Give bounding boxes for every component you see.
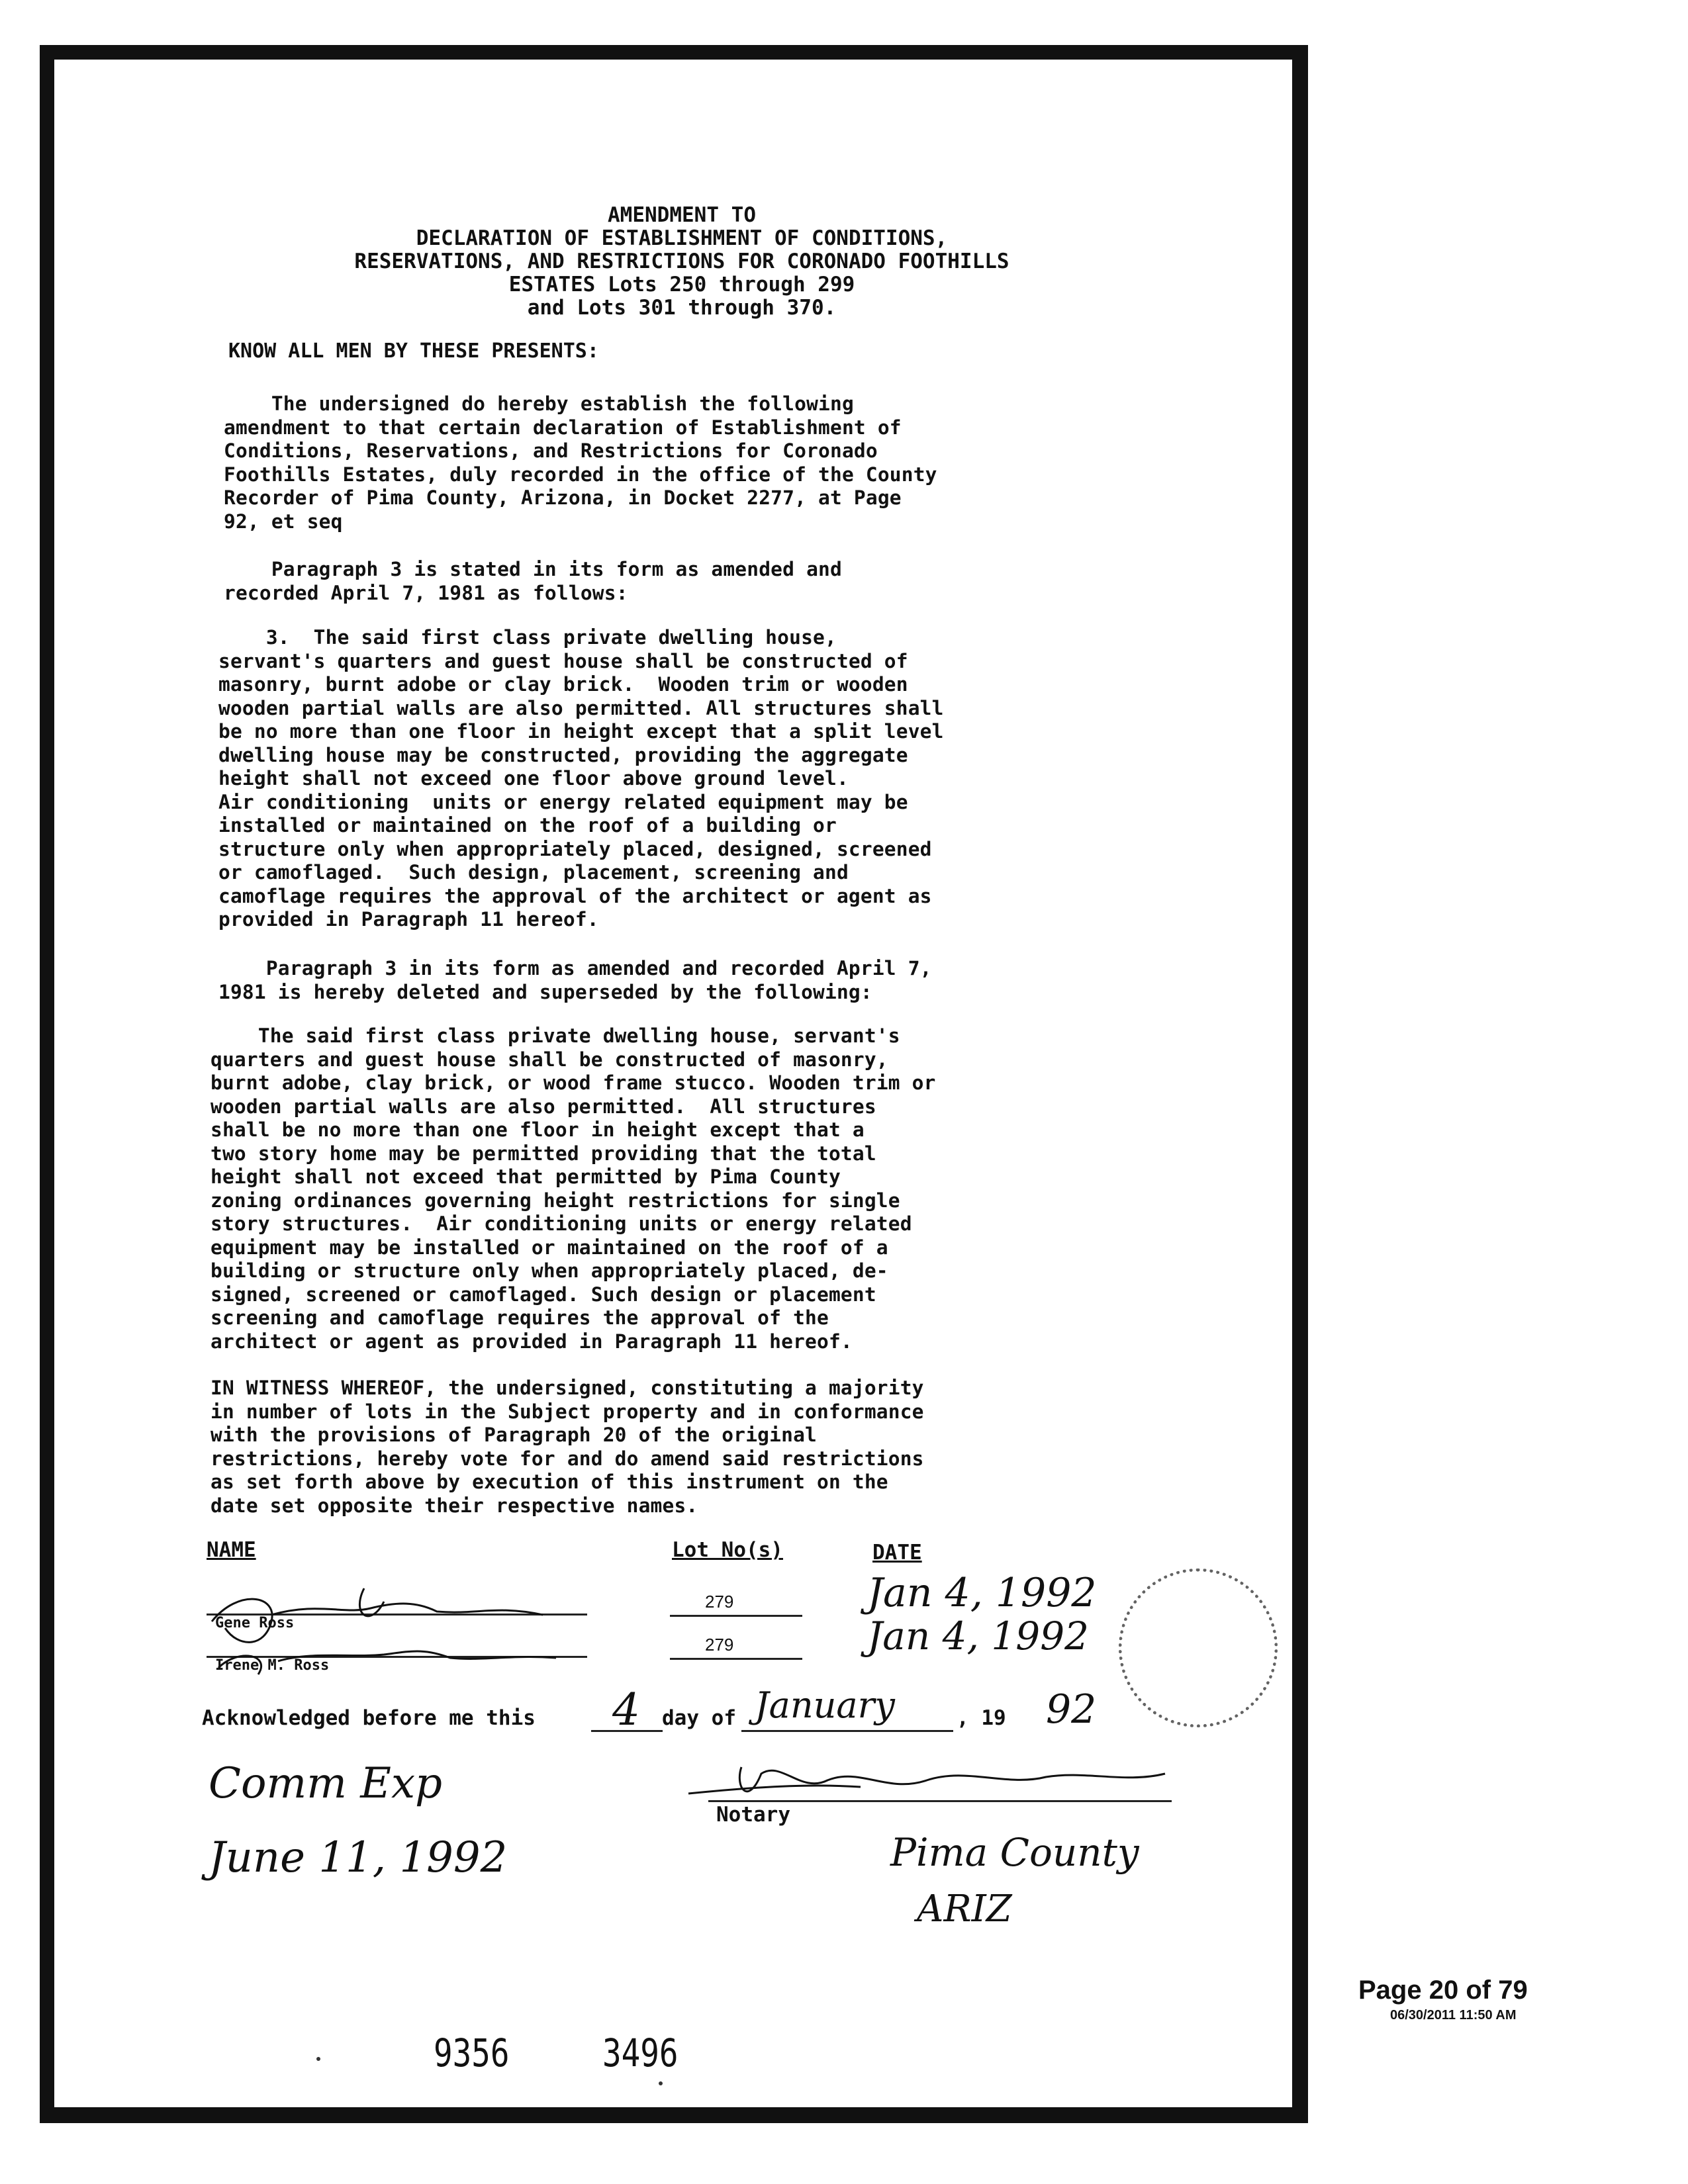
- paragraph-new-3: The said first class private dwelling house, servant's quarters and guest house shall be constructed of masonry, burnt adobe, clay brick, or wood frame stucco. Wooden trim or wooden partial walls are also permitted. All structures shall be no more than one floor in height except that a two story home may be permitted providing that the total height shall not exceed that permitted by Pima County zoning ordinances governing height restrictions for single story structures. Air conditioning units or energy related equipment may be installed or maintained on the roof of a building or structure only when appropriately placed, de- signed, screened or camoflaged. Such design or placement screening and camoflage requires the approval of the architect or agent as provided in Paragraph 11 hereof.: [211, 1024, 936, 1353]
- title-line-4: ESTATES Lots 250 through 299: [508, 273, 855, 296]
- intro-heading: KNOW ALL MEN BY THESE PRESENTS:: [228, 340, 599, 363]
- title-line-5: and Lots 301 through 370.: [527, 296, 837, 320]
- ack-month: January: [755, 1684, 895, 1726]
- lot-column-header: Lot No(s): [672, 1538, 783, 1562]
- signer-name-2: Irene M. Ross: [215, 1657, 330, 1674]
- ack-year: 92: [1046, 1686, 1097, 1733]
- handwritten-comm-exp: Comm Exp: [209, 1759, 442, 1808]
- page-counter-label: Page 20 of 79: [1358, 1976, 1528, 2005]
- docket-number: 9356: [434, 2030, 510, 2075]
- notary-label: Notary: [716, 1803, 790, 1827]
- paragraph-witness: IN WITNESS WHEREOF, the undersigned, constituting a majority in number of lots in the Subject property and in conformance with the provisions of Paragraph 20 of the original restrictions, hereby vote for and do amend said restrictions as set forth above by execution of this instrument on the date set opposite their respective names.: [211, 1377, 924, 1517]
- notary-signature-line: [708, 1800, 1172, 1802]
- lot-line-2: [670, 1658, 802, 1660]
- document-title: [212, 204, 1152, 320]
- ack-prefix: Acknowledged before me this: [202, 1706, 536, 1730]
- title-line-3: RESERVATIONS, AND RESTRICTIONS FOR CORONADO FOOTHILLS: [354, 250, 1009, 273]
- handwritten-exp-date: June 11, 1992: [209, 1833, 508, 1882]
- ack-month-line: [741, 1730, 953, 1732]
- scan-speck: [659, 2081, 663, 2085]
- ack-day-of: day of: [662, 1706, 736, 1730]
- date-handwritten-1: Jan 4, 1992: [867, 1570, 1097, 1616]
- title-line-1: AMENDMENT TO: [608, 203, 756, 227]
- paragraph-original-3: 3. The said first class private dwelling house, servant's quarters and guest house shall be constructed of masonry, burnt adobe or clay brick. Wooden trim or wooden wooden partial walls are also permitted. All structures shall be no more than one floor in height except that a split level dwelling house may be constructed, providing the aggregate height shall not exceed one floor above ground level. Air conditioning units or energy related equipment may be installed or maintained on the roof of a building or structure only when appropriately placed, designed, screened or camoflaged. Such design, placement, screening and camoflage requires the approval of the architect or agent as provided in Paragraph 11 hereof.: [218, 626, 944, 931]
- name-column-header: NAME: [207, 1538, 256, 1562]
- acknowledgment-line: [202, 1706, 536, 1730]
- lot-line-1: [670, 1615, 802, 1617]
- ack-day: 4: [612, 1684, 640, 1735]
- page-number: 3496: [602, 2030, 679, 2075]
- timestamp-label: 06/30/2011 11:50 AM: [1390, 2008, 1517, 2023]
- lot-number-2: 279: [705, 1635, 734, 1655]
- date-handwritten-2: Jan 4, 1992: [867, 1614, 1090, 1659]
- paragraph-deleted: Paragraph 3 in its form as amended and recorded April 7, 1981 is hereby deleted and superseded by the following:: [218, 957, 932, 1003]
- notary-seal-stamp: [1119, 1569, 1278, 1727]
- paragraph-establish: The undersigned do hereby establish the following amendment to that certain declaration of Establishment of Conditions, Reservations, and Restrictions for Coronado Foothills Estates, duly recorded in the office of the County Recorder of Pima County, Arizona, in Docket 2277, at Page 92, et seq: [224, 392, 937, 533]
- paragraph-stated: Paragraph 3 is stated in its form as amended and recorded April 7, 1981 as follows:: [224, 558, 842, 604]
- scan-speck: [316, 2057, 320, 2061]
- signer-name-1: Gene Ross: [215, 1615, 295, 1631]
- handwritten-signatures-svg: [199, 1575, 609, 1701]
- handwritten-county: Pima County: [890, 1830, 1139, 1875]
- date-column-header: DATE: [872, 1541, 922, 1565]
- lot-number-1: 279: [705, 1592, 734, 1612]
- handwritten-state: ARIZ: [917, 1888, 1012, 1931]
- title-line-2: DECLARATION OF ESTABLISHMENT OF CONDITIONS,: [416, 226, 948, 250]
- ack-year-prefix: , 19: [957, 1706, 1006, 1730]
